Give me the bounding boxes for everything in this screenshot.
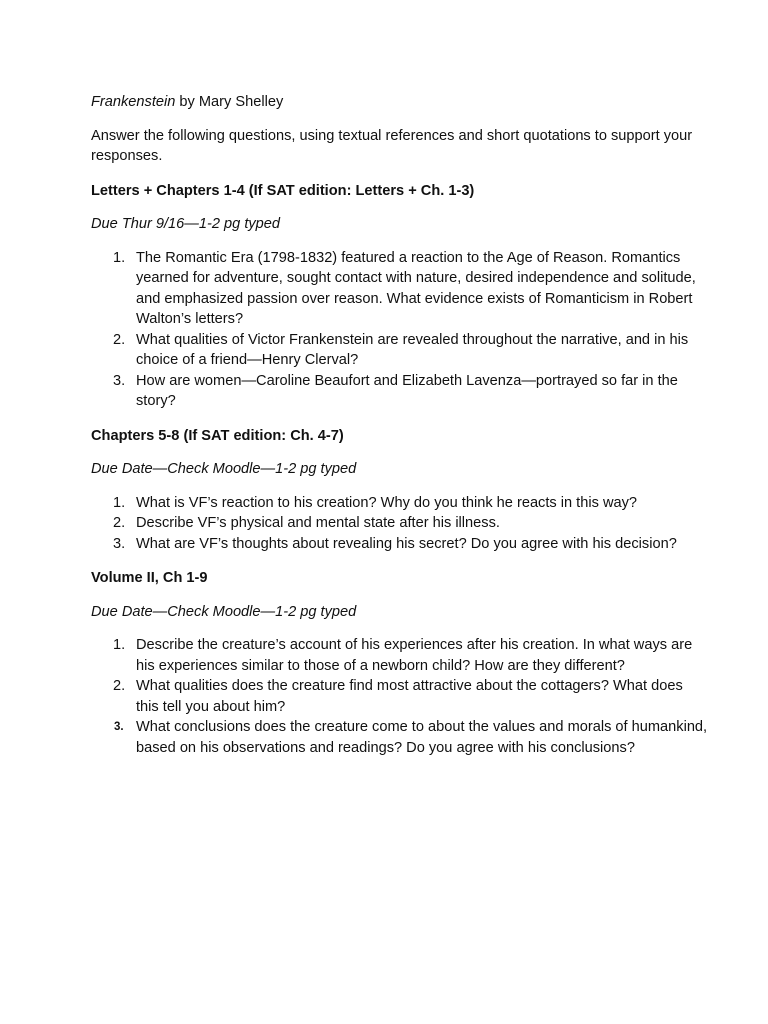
question-number: 3. <box>113 372 126 389</box>
question-text: Describe VF’s physical and mental state after his illness. <box>136 515 500 531</box>
question-text: Describe the creature’s account of his experiences after his creation. In what ways are his experiences similar to those of a newborn child? How are they different? <box>136 637 693 674</box>
section-heading: Volume II, Ch 1-9 <box>91 570 208 586</box>
question-number: 1. <box>113 637 126 653</box>
question-list <box>91 493 708 555</box>
question-number: 3. <box>113 535 126 552</box>
question-number: 2. <box>113 331 126 348</box>
document-title <box>91 92 708 113</box>
due-date: Due Date—Check Moodle—1-2 pg typed <box>91 461 357 477</box>
question-text: The Romantic Era (1798-1832) featured a reaction to the Age of Reason. Romantics yearned for adventure, sought contact with nature, desired independence and solitude, and emphasized passion over reason. What evidence exists of Romanticism in Robert Walton’s letters? <box>136 249 696 327</box>
question-number: 1. <box>113 494 126 511</box>
question-number: 3. <box>114 721 124 733</box>
question-item <box>91 676 708 717</box>
question-number: 2. <box>113 515 126 531</box>
book-author: by Mary Shelley <box>175 94 284 110</box>
book-title: Frankenstein <box>91 94 176 110</box>
question-item <box>91 717 708 758</box>
section-volume-2 <box>91 568 708 758</box>
question-number: 2. <box>113 678 126 694</box>
question-list <box>91 248 708 412</box>
section-heading: Letters + Chapters 1-4 (If SAT edition: Letters + Ch. 1-3) <box>91 182 475 199</box>
question-text: What conclusions does the creature come to about the values and morals of humankind, based on his observations and readings? Do you agree with his conclusions? <box>136 719 708 756</box>
instructions: Answer the following questions, using textual references and short quotations to support your responses. <box>91 127 693 164</box>
question-item <box>91 248 708 330</box>
question-text: What is VF’s reaction to his creation? Why do you think he reacts in this way? <box>136 494 638 511</box>
question-text: What qualities of Victor Frankenstein are revealed throughout the narrative, and in his choice of a friend—Henry Clerval? <box>136 331 689 368</box>
section-letters-ch1-4 <box>91 181 708 412</box>
question-item <box>91 513 708 534</box>
question-list <box>91 635 708 758</box>
question-item <box>91 534 708 555</box>
section-heading: Chapters 5-8 (If SAT edition: Ch. 4-7) <box>91 427 344 444</box>
question-text: What qualities does the creature find most attractive about the cottagers? What does this tell you about him? <box>136 678 683 715</box>
question-item <box>91 330 708 371</box>
question-item <box>91 371 708 412</box>
question-number: 1. <box>113 249 126 266</box>
section-ch5-8 <box>91 426 708 555</box>
question-item <box>91 635 708 676</box>
question-item <box>91 493 708 514</box>
due-date: Due Thur 9/16—1-2 pg typed <box>91 216 281 232</box>
due-date: Due Date—Check Moodle—1-2 pg typed <box>91 603 357 620</box>
question-text: How are women—Caroline Beaufort and Elizabeth Lavenza—portrayed so far in the story? <box>136 372 678 409</box>
question-text: What are VF’s thoughts about revealing his secret? Do you agree with his decision? <box>136 535 677 552</box>
